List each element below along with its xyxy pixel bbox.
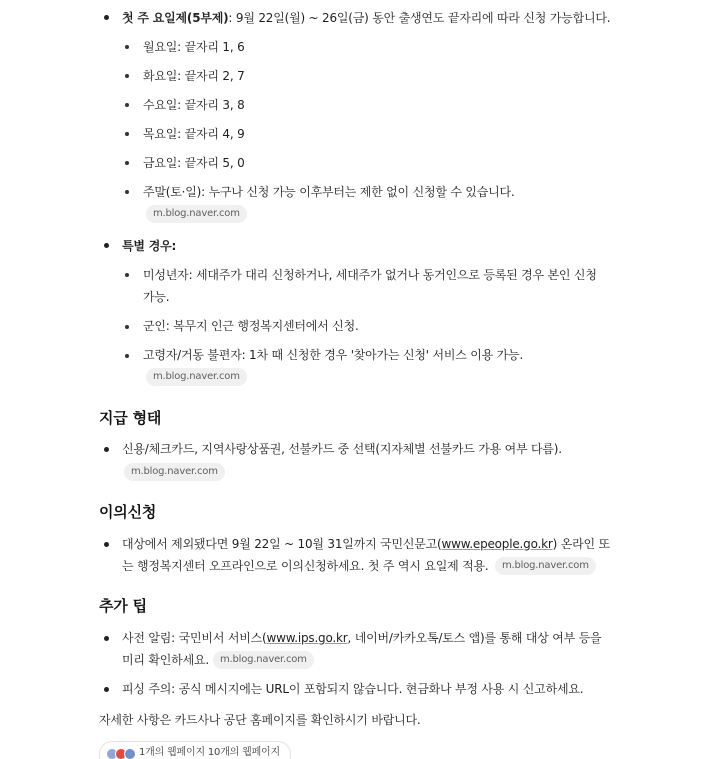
bullet (104, 447, 109, 452)
list-item-continuation: 는 행정복지센터 오프라인으로 이의신청하세요. 첫 주 역시 요일제 적용. (122, 559, 489, 573)
section-heading-tips: 추가 팁 (99, 597, 147, 615)
source-chip[interactable]: m.blog.naver.com (213, 651, 314, 669)
ips-link[interactable]: www.ips.go.kr (266, 631, 348, 645)
bullet (104, 243, 109, 248)
sources-label: 1개의 웹페이지 10개의 웹페이지 (139, 747, 280, 758)
list-item: 군인: 복무지 인근 행정복지센터에서 신청. (143, 319, 359, 333)
bullet (125, 325, 129, 329)
section-heading-appeal: 이의신청 (99, 503, 157, 521)
bullet (125, 103, 129, 107)
week-rule-label: 첫 주 요일제(5부제) (122, 11, 229, 25)
source-chip[interactable]: m.blog.naver.com (146, 205, 247, 223)
special-label: 특별 경우: (122, 239, 177, 253)
week-rule-text: : 9월 22일(월) ~ 26일(금) 동안 출생연도 끝자리에 따라 신청 가능합니다. (228, 11, 611, 25)
list-item: 주말(토·일): 누구나 신청 가능 이후부터는 제한 없이 신청할 수 있습니다. (143, 185, 515, 199)
bullet (125, 161, 129, 165)
bullet (125, 132, 129, 136)
list-item (122, 629, 601, 647)
bullet (125, 45, 129, 49)
list-item: 화요일: 끝자리 2, 7 (143, 69, 245, 83)
list-item: 목요일: 끝자리 4, 9 (143, 127, 245, 141)
appeal-text-pre: 대상에서 제외됐다면 9월 22일 ~ 10월 31일까지 국민신문고( (122, 537, 442, 551)
list-item-continuation: 미리 확인하세요. (122, 653, 209, 667)
list-item (122, 535, 610, 553)
list-item: 월요일: 끝자리 1, 6 (143, 40, 245, 54)
bullet (125, 354, 129, 358)
list-item: 금요일: 끝자리 5, 0 (143, 156, 245, 170)
bullet (104, 15, 109, 20)
list-item-continuation: 가능. (143, 290, 170, 304)
epeople-link[interactable]: www.epeople.go.kr (441, 537, 553, 551)
list-item: 미성년자: 세대주가 대리 신청하거나, 세대주가 없거나 동거인으로 등록된 경우 본인 신청 (143, 268, 597, 282)
bullet (104, 687, 109, 692)
list-item: 신용/체크카드, 지역사랑상품권, 선불카드 중 선택(지자체별 선불카드 가용 여부 다름). (122, 442, 562, 456)
tip1-text-pre: 사전 알림: 국민비서 서비스( (122, 631, 267, 645)
sources-button[interactable] (99, 741, 291, 759)
bullet (125, 273, 129, 277)
list-item: 고령자/거동 불편자: 1차 때 신청한 경우 '찾아가는 신청' 서비스 이용 가능. (143, 348, 524, 362)
section-heading-payment: 지급 형태 (99, 409, 162, 427)
week-rule-line (122, 9, 610, 27)
bullet (125, 190, 129, 194)
tip1-text-post: , 네이버/카카오톡/토스 앱)를 통해 대상 여부 등을 (347, 631, 602, 645)
source-chip[interactable]: m.blog.naver.com (124, 463, 225, 481)
appeal-text-post: ) 온라인 또 (552, 537, 610, 551)
list-item: 피싱 주의: 공식 메시지에는 URL이 포함되지 않습니다. 현금화나 부정 사용 시 신고하세요. (122, 682, 584, 696)
bullet (125, 74, 129, 78)
source-chip[interactable]: m.blog.naver.com (495, 557, 596, 575)
bullet (104, 636, 109, 641)
bullet (104, 542, 109, 547)
globe-icon (124, 748, 136, 759)
closing-text: 자세한 사항은 카드사나 공단 홈페이지를 확인하시기 바랍니다. (99, 713, 421, 727)
list-item: 수요일: 끝자리 3, 8 (143, 98, 245, 112)
source-chip[interactable]: m.blog.naver.com (146, 368, 247, 386)
favicon-stack (106, 748, 133, 759)
